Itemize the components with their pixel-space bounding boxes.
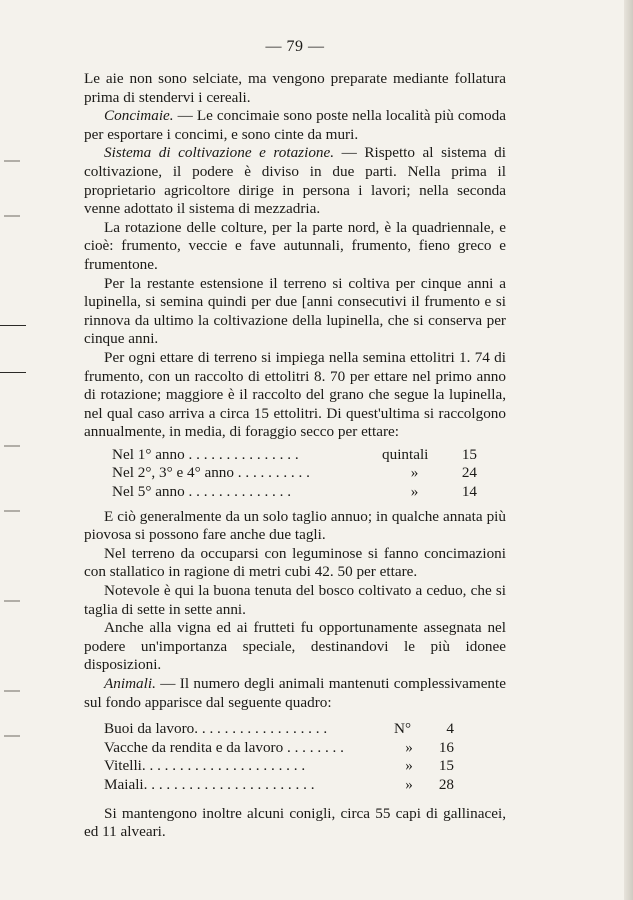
closing-paragraph: Si mantengono inoltre alcuni conigli, circa 55 capi di gallinacei, ed 11 alveari.: [84, 804, 506, 841]
paragraph: Per la restante estensione il terreno si coltiva per cinque anni a lupinella, si semina quindi per due [anni consecutivi il frumento e si rinnova da ultimo la coltivazione della lupinella, che si conserva per cinque anni.: [84, 274, 506, 348]
bleed-mark: [4, 690, 20, 692]
paragraphs-block-a: [84, 70, 506, 442]
paragraphs-block-b: [84, 508, 506, 713]
bleed-mark: [4, 445, 20, 447]
table-row: Nel 2°, 3° e 4° anno . . . . . . . . . . » 24: [112, 464, 477, 482]
table-row: Vacche da rendita e da lavoro . . . . . . . . » 16: [104, 738, 454, 756]
paragraph: Animali. — Il numero degli animali mantenuti complessivamente sul fondo apparisce dal seguente quadro:: [84, 675, 506, 711]
bleed-mark: [4, 160, 20, 162]
paragraph: Nel terreno da occuparsi con leguminose si fanno concimazioni con stallatico in ragione di metri cubi 42. 50 per ettare.: [84, 544, 506, 581]
table-row: Maiali. . . . . . . . . . . . . . . . . . . . . . . » 28: [104, 775, 454, 793]
table-row: Nel 5° anno . . . . . . . . . . . . . . » 14: [112, 483, 477, 501]
page-edge-shadow: [624, 0, 633, 900]
page-number: — 79 —: [265, 38, 325, 55]
paragraph: Per ogni ettare di terreno si impiega nella semina ettolitri 1. 74 di frumento, con un raccolto di ettolitri 8. 70 per ettare nel primo anno di rotazione; maggiore è il raccolto del grano che segue la lupinella, nel qual caso arriva a circa 15 ettolitri. Di quest'ultima si raccolgono annualmente, in media, di foraggio secco per ettare:: [84, 348, 506, 441]
paragraph: Sistema di coltivazione e rotazione. — Rispetto al sistema di coltivazione, il podere è diviso in due parti. Nella prima il proprietario agricoltore dirige in persona i lavori; nella seconda venne adottato il sistema di mezzadria.: [84, 144, 506, 218]
bleed-mark: [4, 215, 20, 217]
paragraph: La rotazione delle colture, per la parte nord, è la quadriennale, e cioè: frumento, veccie e fave autunnali, frumento, fieno greco e frumentone.: [84, 218, 506, 273]
paragraph: Anche alla vigna ed ai frutteti fu opportunamente assegnata nel podere un'importanza speciale, destinandovi le più idonee disposizioni.: [84, 619, 506, 674]
margin-rule: [0, 325, 26, 326]
table-row: Nel 1° anno . . . . . . . . . . . . . . . quintali 15: [112, 445, 477, 463]
paragraph: Concimaie. — Le concimaie sono poste nella località più comoda per esportare i concimi, e sono cinte da muri.: [84, 107, 506, 143]
bleed-mark: [4, 600, 20, 602]
paragraph: E ciò generalmente da un solo taglio annuo; in qualche annata più piovosa si possono fare anche due tagli.: [84, 507, 506, 544]
animals-table: [84, 720, 506, 794]
page-body: [84, 38, 506, 842]
paragraph: Le aie non sono selciate, ma vengono preparate mediante follatura prima di stendervi i cereali.: [84, 70, 506, 106]
margin-rule: [0, 372, 26, 373]
bleed-mark: [4, 510, 20, 512]
left-gutter-bleed: [0, 0, 30, 900]
paragraph: Notevole è qui la buona tenuta del bosco coltivato a ceduo, che si taglia di sette in sette anni.: [84, 582, 506, 618]
bleed-mark: [4, 735, 20, 737]
table-row: Vitelli. . . . . . . . . . . . . . . . . . . . . . » 15: [104, 757, 454, 775]
table-row: Buoi da lavoro. . . . . . . . . . . . . . . . . . N° 4: [104, 720, 454, 738]
fodder-table: [84, 446, 506, 502]
